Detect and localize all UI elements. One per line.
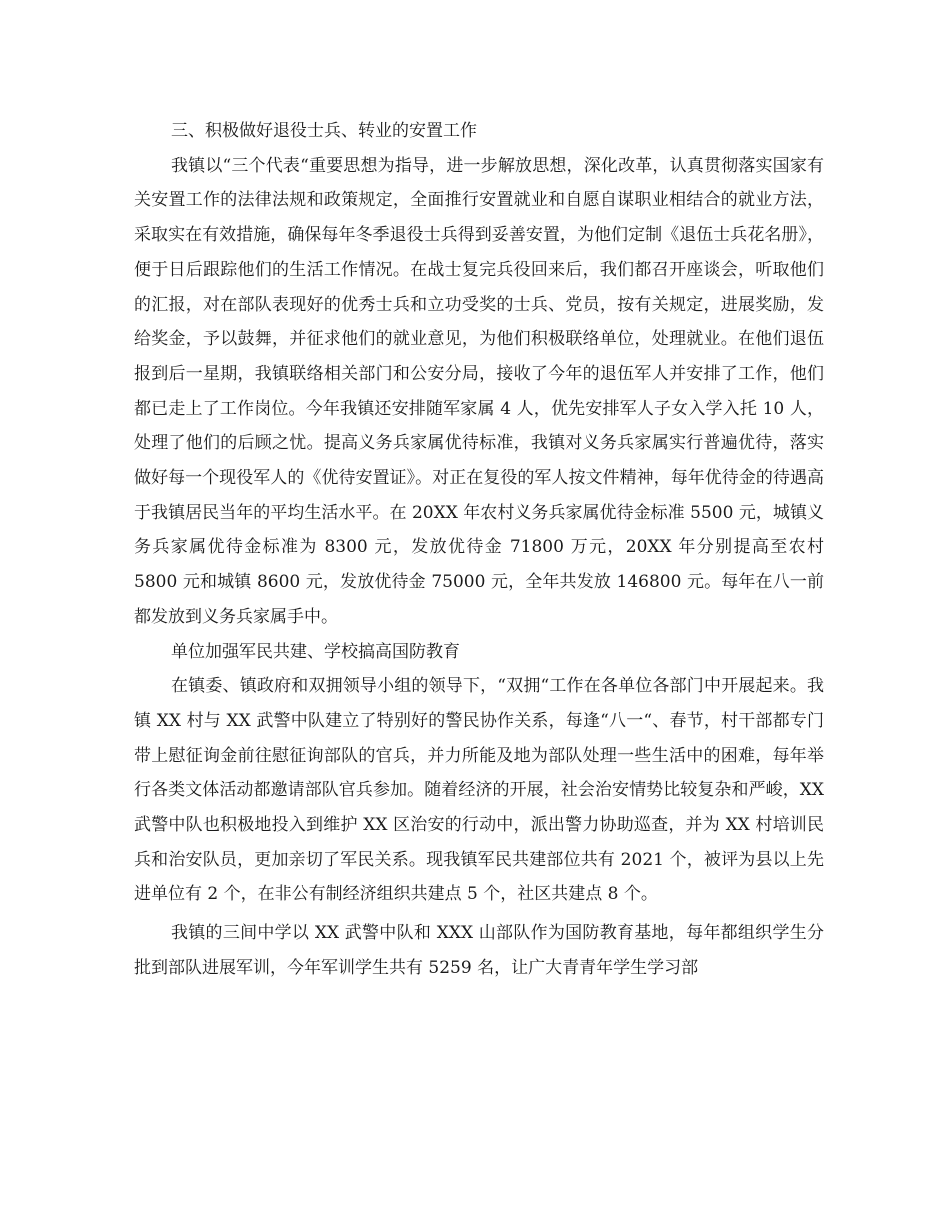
paragraph-joint-building: 在镇委、镇政府和双拥领导小组的领导下，“双拥“工作在各单位各部门中开展起来。我镇 XX 村与 XX 武警中队建立了特别好的警民协作关系，每逢“八一“、春节，村干部都专门带上慰征询金前往慰征询部队的官兵，并力所能及地为部队处理一些生活中的困难，每年举行各类文体活动都邀请部队官兵参加。随着经济的开展，社会治安情势比较复杂和严峻，XX 武警中队也积极地投入到维护 XX 区治安的行动中，派出警力协助巡查，并为 XX 村培训民兵和治安队员，更加亲切了军民关系。现我镇军民共建部位共有 2021 个，被评为县以上先进单位有 2 个，在非公有制经济组织共建点 5 个，社区共建点 8 个。 (134, 676, 824, 905)
section-heading-joint-building: 单位加强军民共建、学校搞高国防教育 (171, 641, 460, 662)
section-heading-resettlement: 三、积极做好退役士兵、转业的安置工作 (171, 121, 477, 141)
document-body (134, 114, 824, 986)
paragraph-defense-education: 我镇的三间中学以 XX 武警中队和 XXX 山部队作为国防教育基地，每年都组织学生分批到部队进展军训，今年军训学生共有 5259 名，让广大青青年学生学习部 (134, 923, 824, 978)
paragraph-resettlement: 我镇以“三个代表“重要思想为指导，进一步解放思想，深化改革，认真贯彻落实国家有关安置工作的法律法规和政策规定，全面推行安置就业和自愿自谋职业相结合的就业方法，采取实在有效措施，确保每年冬季退役士兵得到妥善安置，为他们定制《退伍士兵花名册》，便于日后跟踪他们的生活工作情况。在战士复完兵役回来后，我们都召开座谈会，听取他们的汇报，对在部队表现好的优秀士兵和立功受奖的士兵、党员，按有关规定，进展奖励，发给奖金，予以鼓舞，并征求他们的就业意见，为他们积极联络单位，处理就业。在他们退伍报到后一星期，我镇联络相关部门和公安分局，接收了今年的退伍军人并安排了工作，他们都已走上了工作岗位。今年我镇还安排随军家属 4 人，优先安排军人子女入学入托 10 人，处理了他们的后顾之忧。提高义务兵家属优待标准，我镇对义务兵家属实行普遍优待，落实做好每一个现役军人的《优待安置证》。对正在复役的军人按文件精神，每年优待金的待遇高于我镇居民当年的平均生活水平。在 20XX 年农村义务兵家属优待金标准 5500 元，城镇义务兵家属优待金标准为 8300 元，发放优待金 71800 万元，20XX 年分别提高至农村 5800 元和城镇 8600 元，发放优待金 75000 元，全年共发放 146800 元。每年在八一前都发放到义务兵家属手中。 (134, 155, 824, 627)
